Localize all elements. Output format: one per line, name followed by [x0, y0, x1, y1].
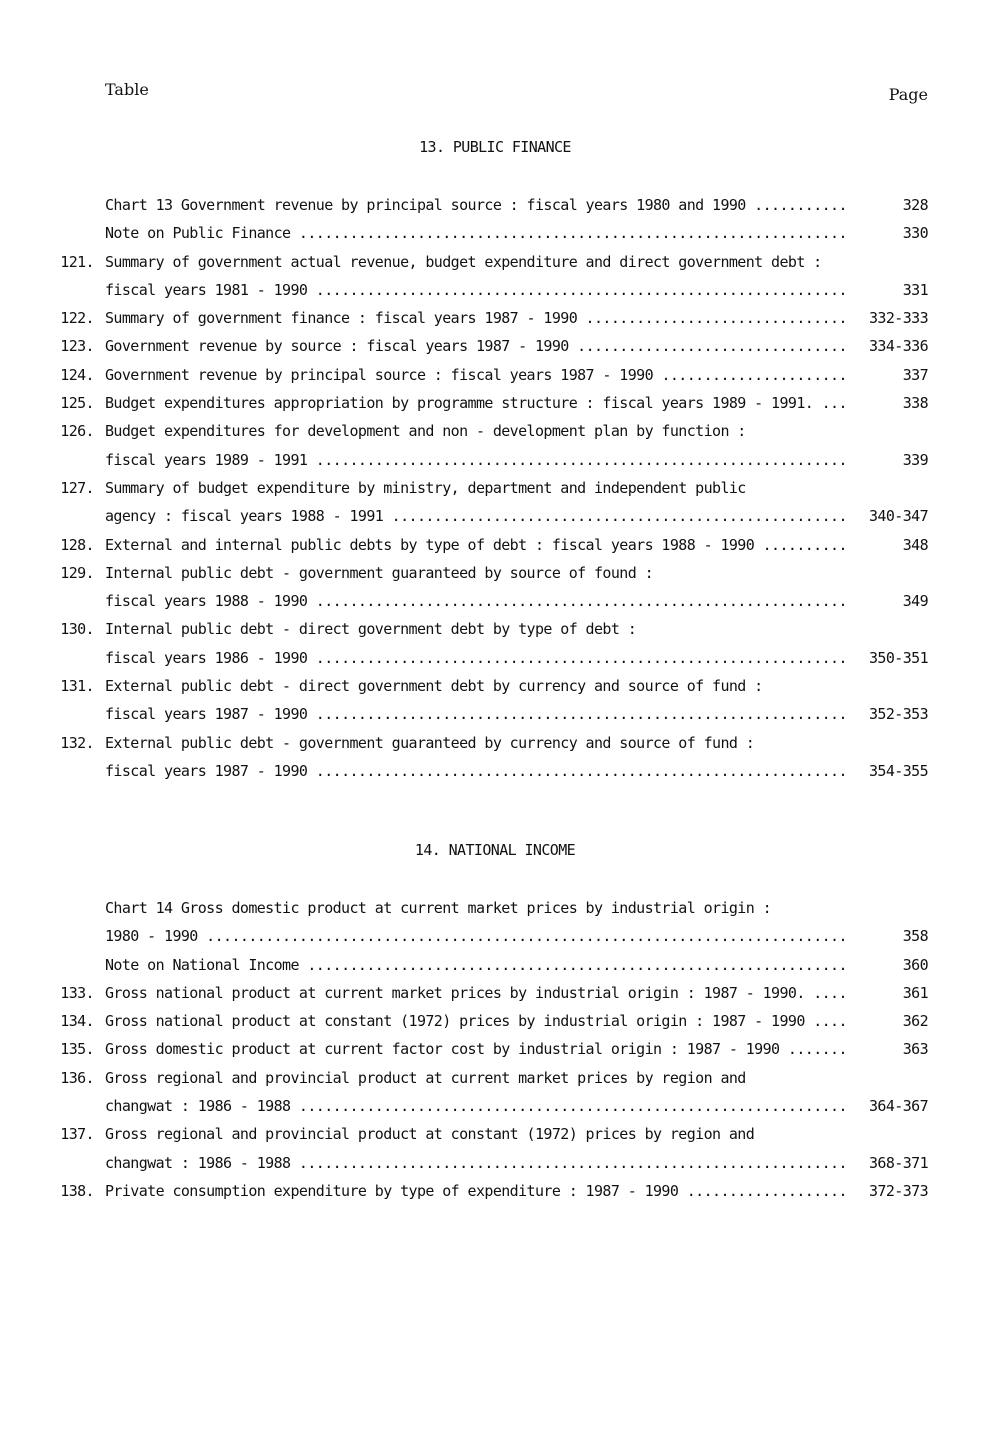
entry-page-number: 340-347 [868, 507, 928, 526]
entry-page-number: 358 [902, 927, 928, 946]
entry-page-number: 332-333 [868, 309, 928, 328]
section-title-national-income: 14. NATIONAL INCOME [414, 841, 576, 859]
entry-page-number: 364-367 [868, 1097, 928, 1116]
toc-row [0, 894, 990, 922]
entry-title: Chart 14 Gross domestic product at current market prices by industrial origin : [105, 899, 772, 917]
entry-page-number: 338 [902, 394, 928, 413]
toc-row [0, 361, 990, 389]
entry-title: Gross regional and provincial product at current market prices by region and [105, 1068, 746, 1087]
entry-page-number: 360 [902, 955, 928, 974]
entry-page-number: 349 [902, 592, 928, 611]
entry-page-number: 328 [902, 196, 928, 214]
entry-number: 135. [60, 1040, 94, 1059]
entry-title: Private consumption expenditure by type of expenditure : 1987 - 1990 ..... [105, 1177, 850, 1205]
entry-title: Gross national product at constant (1972) prices by industrial origin : 1987 - 1990 ..... [105, 1007, 850, 1035]
entry-page-number: 362 [902, 1012, 928, 1031]
toc-row [0, 531, 990, 559]
entry-title: Note on Public Finance ..... [105, 219, 850, 247]
entry-number: 123. [60, 337, 94, 356]
entry-title: Summary of government finance : fiscal years 1987 - 1990 ..... [105, 304, 850, 332]
entry-number: 126. [60, 422, 94, 441]
entry-page-number: 352-353 [868, 705, 928, 724]
entry-title: Summary of government actual revenue, budget expenditure and direct government debt : [105, 252, 822, 271]
entry-title: Note on National Income ..... [105, 951, 850, 979]
toc-row [0, 191, 990, 219]
entry-title: External public debt - direct government debt by currency and source of fund : [105, 677, 763, 696]
toc-row [0, 502, 990, 530]
toc-row [0, 332, 990, 360]
entry-title: fiscal years 1981 - 1990 ..... [105, 276, 850, 304]
entry-number: 125. [60, 394, 94, 413]
toc-row [0, 1007, 990, 1035]
entry-number: 138. [60, 1181, 94, 1200]
section-entries-national-income [0, 894, 990, 1205]
entry-number: 124. [60, 365, 94, 384]
entry-number: 130. [60, 620, 94, 639]
entry-number: 132. [60, 733, 94, 752]
entry-page-number: 339 [902, 450, 928, 469]
toc-row [0, 304, 990, 332]
entry-title: Government revenue by principal source : fiscal years 1987 - 1990 ..... [105, 361, 850, 389]
entry-number: 127. [60, 478, 94, 497]
entry-title: 1980 - 1990 ..... [105, 922, 850, 950]
toc-row [0, 587, 990, 615]
entry-page-number: 337 [902, 365, 928, 384]
toc-row [0, 417, 990, 445]
entry-title: External public debt - government guaranteed by currency and source of fund : [105, 733, 755, 752]
toc-row [0, 276, 990, 304]
entry-number: 137. [60, 1125, 94, 1144]
table-column-header: Table [105, 80, 149, 99]
entry-page-number: 372-373 [868, 1181, 928, 1200]
entry-number: 121. [60, 252, 94, 271]
entry-title: fiscal years 1987 - 1990 ..... [105, 700, 850, 728]
entry-title: Gross national product at current market prices by industrial origin : 1987 - 1990. ..... [105, 979, 850, 1007]
toc-row [0, 951, 990, 979]
entry-title: Gross regional and provincial product at constant (1972) prices by region and [105, 1125, 755, 1144]
entry-title: fiscal years 1986 - 1990 ..... [105, 644, 850, 672]
entry-number: 122. [60, 309, 94, 328]
entry-number: 136. [60, 1068, 94, 1087]
toc-row [0, 615, 990, 643]
entry-number: 133. [60, 983, 94, 1002]
section-entries-public-finance [0, 191, 990, 785]
entry-page-number: 348 [902, 535, 928, 554]
toc-row [0, 1035, 990, 1063]
toc-row [0, 474, 990, 502]
entry-title: changwat : 1986 - 1988 ..... [105, 1092, 850, 1120]
toc-row [0, 1092, 990, 1120]
section-title-public-finance: 13. PUBLIC FINANCE [419, 138, 571, 156]
page-column-header: Page [888, 85, 928, 104]
entry-title: External and internal public debts by type of debt : fiscal years 1988 - 1990 ..... [105, 531, 850, 559]
entry-page-number: 363 [902, 1040, 928, 1059]
entry-title: fiscal years 1987 - 1990 ..... [105, 757, 850, 785]
entry-page-number: 354-355 [868, 761, 928, 780]
toc-row [0, 922, 990, 950]
toc-row [0, 672, 990, 700]
entry-page-number: 330 [902, 224, 928, 243]
entry-number: 134. [60, 1012, 94, 1031]
entry-page-number: 331 [902, 280, 928, 299]
entry-title: Internal public debt - direct government debt by type of debt : [105, 620, 637, 639]
entry-title: Internal public debt - government guaranteed by source of found : [105, 563, 654, 582]
entry-title: Chart 13 Government revenue by principal source : fiscal years 1980 and 1990 ..... [105, 191, 850, 219]
toc-row [0, 700, 990, 728]
toc-row [0, 1149, 990, 1177]
toc-row [0, 559, 990, 587]
toc-row [0, 219, 990, 247]
entry-number: 131. [60, 677, 94, 696]
toc-row [0, 389, 990, 417]
toc-row [0, 729, 990, 757]
entry-title: Gross domestic product at current factor cost by industrial origin : 1987 - 1990 ..... [105, 1035, 850, 1063]
toc-row [0, 1177, 990, 1205]
entry-number: 128. [60, 535, 94, 554]
toc-row [0, 757, 990, 785]
entry-title: Budget expenditures for development and non - development plan by function : [105, 422, 746, 441]
entry-title: fiscal years 1989 - 1991 ..... [105, 446, 850, 474]
toc-row [0, 644, 990, 672]
toc-row [0, 1120, 990, 1148]
entry-page-number: 361 [902, 983, 928, 1002]
entry-title: Government revenue by source : fiscal years 1987 - 1990 ..... [105, 332, 850, 360]
entry-title: Budget expenditures appropriation by programme structure : fiscal years 1989 - 1991. ..... [105, 389, 850, 417]
toc-row [0, 446, 990, 474]
entry-page-number: 350-351 [868, 648, 928, 667]
toc-row [0, 248, 990, 276]
entry-page-number: 334-336 [868, 337, 928, 356]
entry-title: agency : fiscal years 1988 - 1991 ..... [105, 502, 850, 530]
entry-title: fiscal years 1988 - 1990 ..... [105, 587, 850, 615]
entry-page-number: 368-371 [868, 1153, 928, 1172]
toc-row [0, 1064, 990, 1092]
entry-title: changwat : 1986 - 1988 ..... [105, 1149, 850, 1177]
entry-number: 129. [60, 563, 94, 582]
toc-row [0, 979, 990, 1007]
entry-title: Summary of budget expenditure by ministry, department and independent public [105, 478, 746, 497]
